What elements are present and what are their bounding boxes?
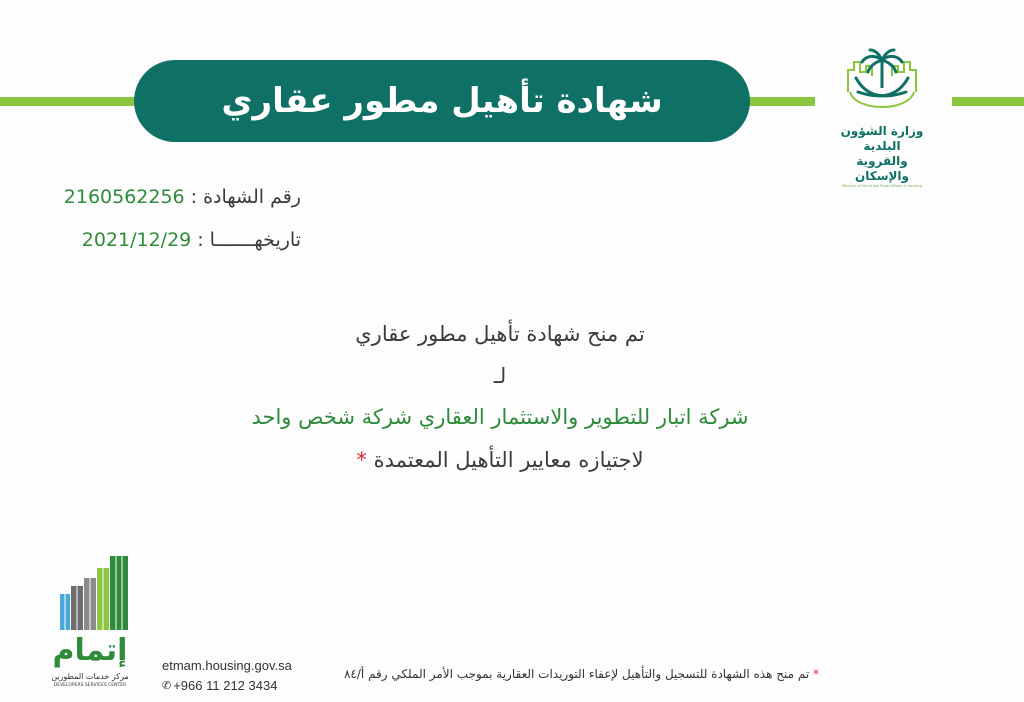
etmam-brand-subtitle: مركز خدمات المطورين (51, 672, 129, 681)
header-rule-right (952, 97, 1024, 106)
criteria-statement (200, 448, 800, 472)
contact-phone-number[interactable]: +966 11 212 3434 (173, 678, 278, 693)
company-name: شركة اتبار للتطوير والاستثمار العقاري شركة شخص واحد (251, 405, 749, 429)
certificate-number-value: 2160562256 (63, 186, 185, 208)
header-rule-left (0, 97, 140, 106)
etmam-brand-name: إتمام (52, 633, 128, 668)
whatsapp-phone-icon: ✆ (162, 680, 172, 692)
certificate-date-separator: : (197, 229, 204, 251)
ministry-name-line2: والقروية والإسكان (854, 154, 910, 183)
certificate-title: شهادة تأهيل مطور عقاري (221, 81, 663, 121)
ministry-name-english: Ministry of Municipal Rural Affairs & Housing (842, 184, 922, 188)
criteria-text: لاجتيازه معايير التأهيل المعتمدة (373, 448, 644, 472)
certificate-date-label: تاريخهـــــــا (209, 229, 301, 251)
certificate-number-row (64, 186, 301, 208)
certificate-number-separator: : (190, 186, 198, 208)
header-rule-middle (745, 97, 815, 106)
granted-statement: تم منح شهادة تأهيل مطور عقاري (355, 322, 645, 346)
contact-website[interactable]: etmam.housing.gov.sa (162, 658, 292, 673)
ministry-name-line1: وزارة الشؤون البلدية (840, 124, 924, 153)
criteria-asterisk: * (356, 448, 367, 472)
certificate-title-banner (134, 60, 750, 142)
footnote-asterisk: * (813, 667, 819, 681)
footnote-text: تم منح هذه الشهادة للتسجيل والتأهيل لإعفاء التوريدات العقارية بموجب الأمر الملكي رقم أ/٨٤ (343, 667, 810, 681)
granted-to-prefix: لـ (493, 364, 507, 388)
etmam-brand-subtitle-english: DEVELOPERS SERVICES CENTER (53, 683, 127, 688)
palm-swords-emblem-icon (842, 48, 922, 120)
certificate-footnote (344, 667, 819, 681)
certificate-date-value: 2021/12/29 (81, 229, 192, 251)
ministry-logo (828, 48, 936, 188)
contact-phone-row (162, 678, 277, 693)
certificate-date-row (82, 229, 301, 251)
certificate-number-label: رقم الشهادة (203, 186, 301, 208)
